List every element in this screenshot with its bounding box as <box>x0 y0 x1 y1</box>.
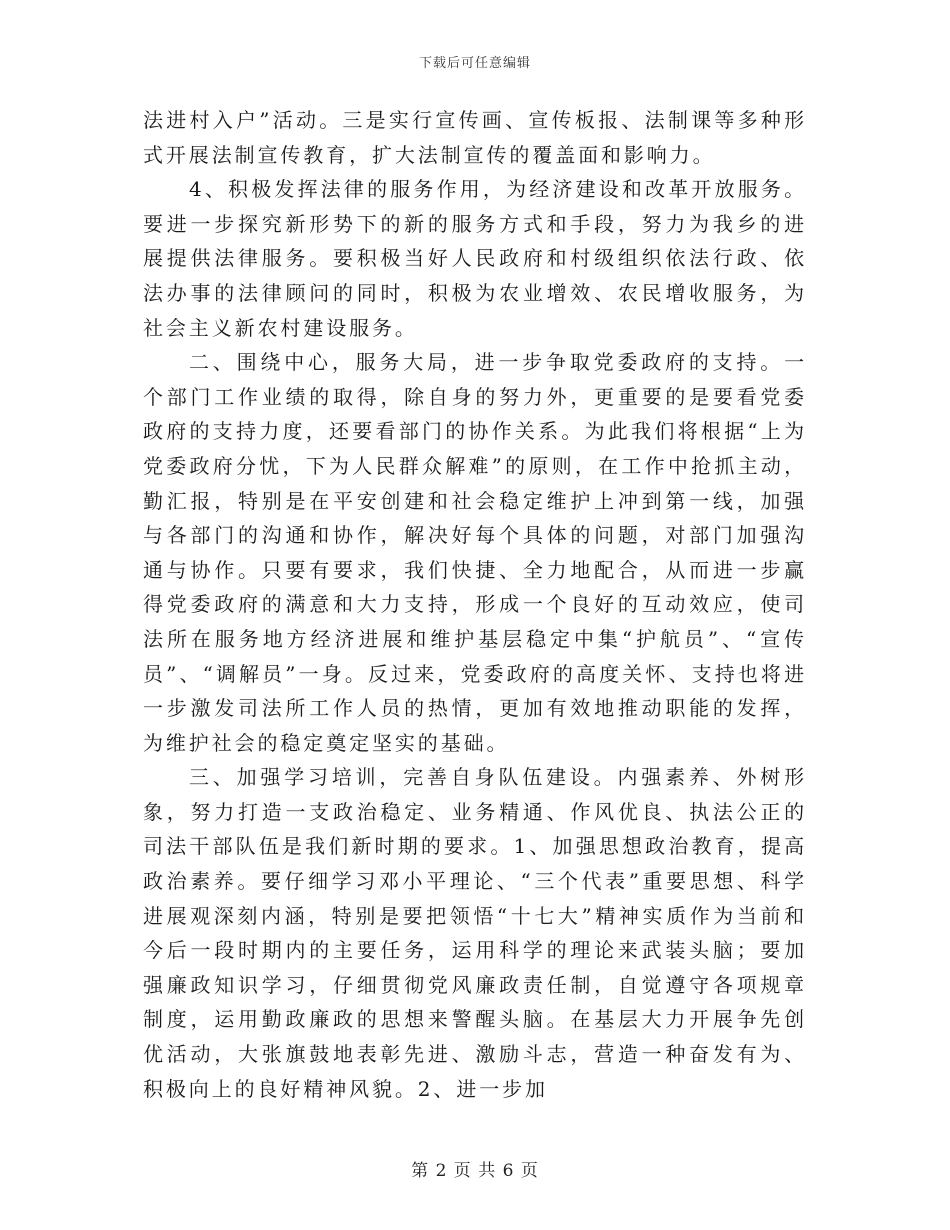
document-body <box>143 103 807 1106</box>
paragraph-continuation: 法进村入户”活动。三是实行宣传画、宣传板报、法制课等多种形式开展法制宣传教育，扩大法制宣传的覆盖面和影响力。 <box>143 108 807 167</box>
paragraph-section-two: 二、围绕中心，服务大局，进一步争取党委政府的支持。一个部门工作业绩的取得，除自身的努力外，更重要的是要看党委政府的支持力度，还要看部门的协作关系。为此我们将根据“上为党委政府分忧，下为人民群众解难”的原则，在工作中抢抓主动，勤汇报，特别是在平安创建和社会稳定维护上冲到第一线，加强与各部门的沟通和协作，解决好每个具体的问题，对部门加强沟通与协作。只要有要求，我们快捷、全力地配合，从而进一步赢得党委政府的满意和大力支持，形成一个良好的互动效应，使司法所在服务地方经济进展和维护基层稳定中集“护航员”、“宣传员”、“调解员”一身。反过来，党委政府的高度关怀、支持也将进一步激发司法所工作人员的热情，更加有效地推动职能的发挥，为维护社会的稳定奠定坚实的基础。 <box>143 350 807 755</box>
page-header: 下载后可任意编辑 <box>418 56 531 71</box>
paragraph-legal-service: 4、积极发挥法律的服务作用，为经济建设和改革开放服务。要进一步探究新形势下的新的服务方式和手段，努力为我乡的进展提供法律服务。要积极当好人民政府和村级组织依法行政、依法办事的法律顾问的同时，积极为农业增效、农民增收服务，为社会主义新农村建设服务。 <box>143 177 807 340</box>
paragraph-section-three: 三、加强学习培训，完善自身队伍建设。内强素养、外树形象，努力打造一支政治稳定、业务精通、作风优良、执法公正的司法干部队伍是我们新时期的要求。1、加强思想政治教育，提高政治素养。要仔细学习邓小平理论、“三个代表”重要思想、科学进展观深刻内涵，特别是要把领悟“十七大”精神实质作为当前和今后一段时期内的主要任务，运用科学的理论来武装头脑；要加强廉政知识学习，仔细贯彻党风廉政责任制，自觉遵守各项规章制度，运用勤政廉政的思想来警醒头脑。在基层大力开展争先创优活动，大张旗鼓地表彰先进、激励斗志，营造一种奋发有为、积极向上的良好精神风貌。2、进一步加 <box>143 765 807 1101</box>
page-number-footer: 第 2 页 共 6 页 <box>411 1161 539 1181</box>
